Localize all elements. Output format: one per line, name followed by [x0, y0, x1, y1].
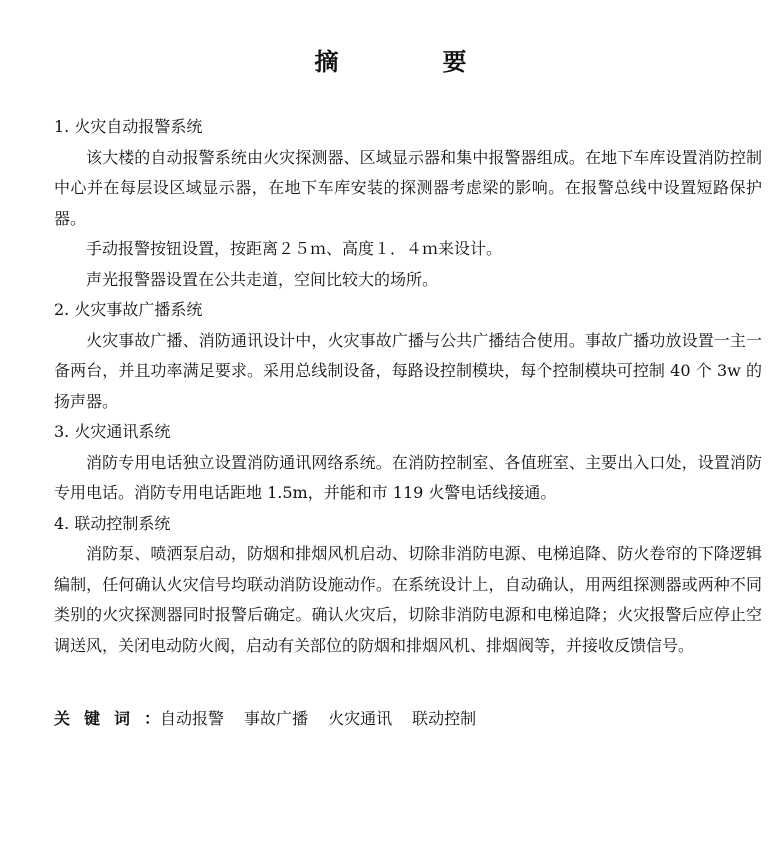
section-auto-alarm: [54, 112, 762, 295]
keyword-item: 联动控制: [412, 709, 477, 728]
section-paragraph: 声光报警器设置在公共走道，空间比较大的场所。: [86, 269, 439, 289]
keywords-label: 关键词: [54, 709, 145, 728]
section-heading: 1. 火灾自动报警系统: [54, 117, 203, 136]
keyword-item: 自动报警: [160, 709, 225, 728]
keywords-line: [54, 704, 496, 734]
section-paragraph: 火灾事故广播、消防通讯设计中，火灾事故广播与公共广播结合使用。事故广播功放设置一主一备两台，并且功率满足要求。采用总线制设备，每路设控制模块，每个控制模块可控制 40 个 3w 的扬声器。: [54, 330, 762, 411]
section-heading: 2. 火灾事故广播系统: [54, 300, 203, 319]
section-paragraph: 消防泵、喷洒泵启动，防烟和排烟风机启动、切除非消防电源、电梯追降、防火卷帘的下降逻辑编制，任何确认火灾信号均联动消防设施动作。在系统设计上，自动确认，用两组探测器或两种不同类别的火灾探测器同时报警后确定。确认火灾后，切除非消防电源和电梯追降；火灾报警后应停止空调送风，关闭电动防火阀，启动有关部位的防烟和排烟风机、排烟阀等，并接收反馈信号。: [54, 544, 762, 655]
section-paragraph: 手动报警按钮设置，按距离２５ｍ、高度１．４ｍ来设计。: [86, 239, 503, 258]
keyword-item: 事故广播: [244, 709, 309, 728]
section-paragraph: 消防专用电话独立设置消防通讯网络系统。在消防控制室、各值班室、主要出入口处，设置消防专用电话。消防专用电话距地 1.5m，并能和市 119 火警电话线接通。: [54, 452, 762, 502]
page-title: 摘 要: [314, 47, 507, 76]
section-paragraph: 该大楼的自动报警系统由火灾探测器、区域显示器和集中报警器组成。在地下车库设置消防控制中心并在每层设区域显示器，在地下车库安装的探测器考虑梁的影响。在报警总线中设置短路保护器。: [54, 147, 762, 228]
section-linkage-control: [54, 509, 762, 662]
abstract-body: [54, 112, 762, 661]
section-heading: 3. 火灾通讯系统: [54, 422, 171, 441]
section-heading: 4. 联动控制系统: [54, 513, 171, 533]
keywords-separator: ：: [144, 709, 161, 728]
section-emergency-broadcast: [54, 295, 762, 417]
keyword-item: 火灾通讯: [328, 709, 393, 728]
section-fire-communication: [54, 417, 762, 509]
